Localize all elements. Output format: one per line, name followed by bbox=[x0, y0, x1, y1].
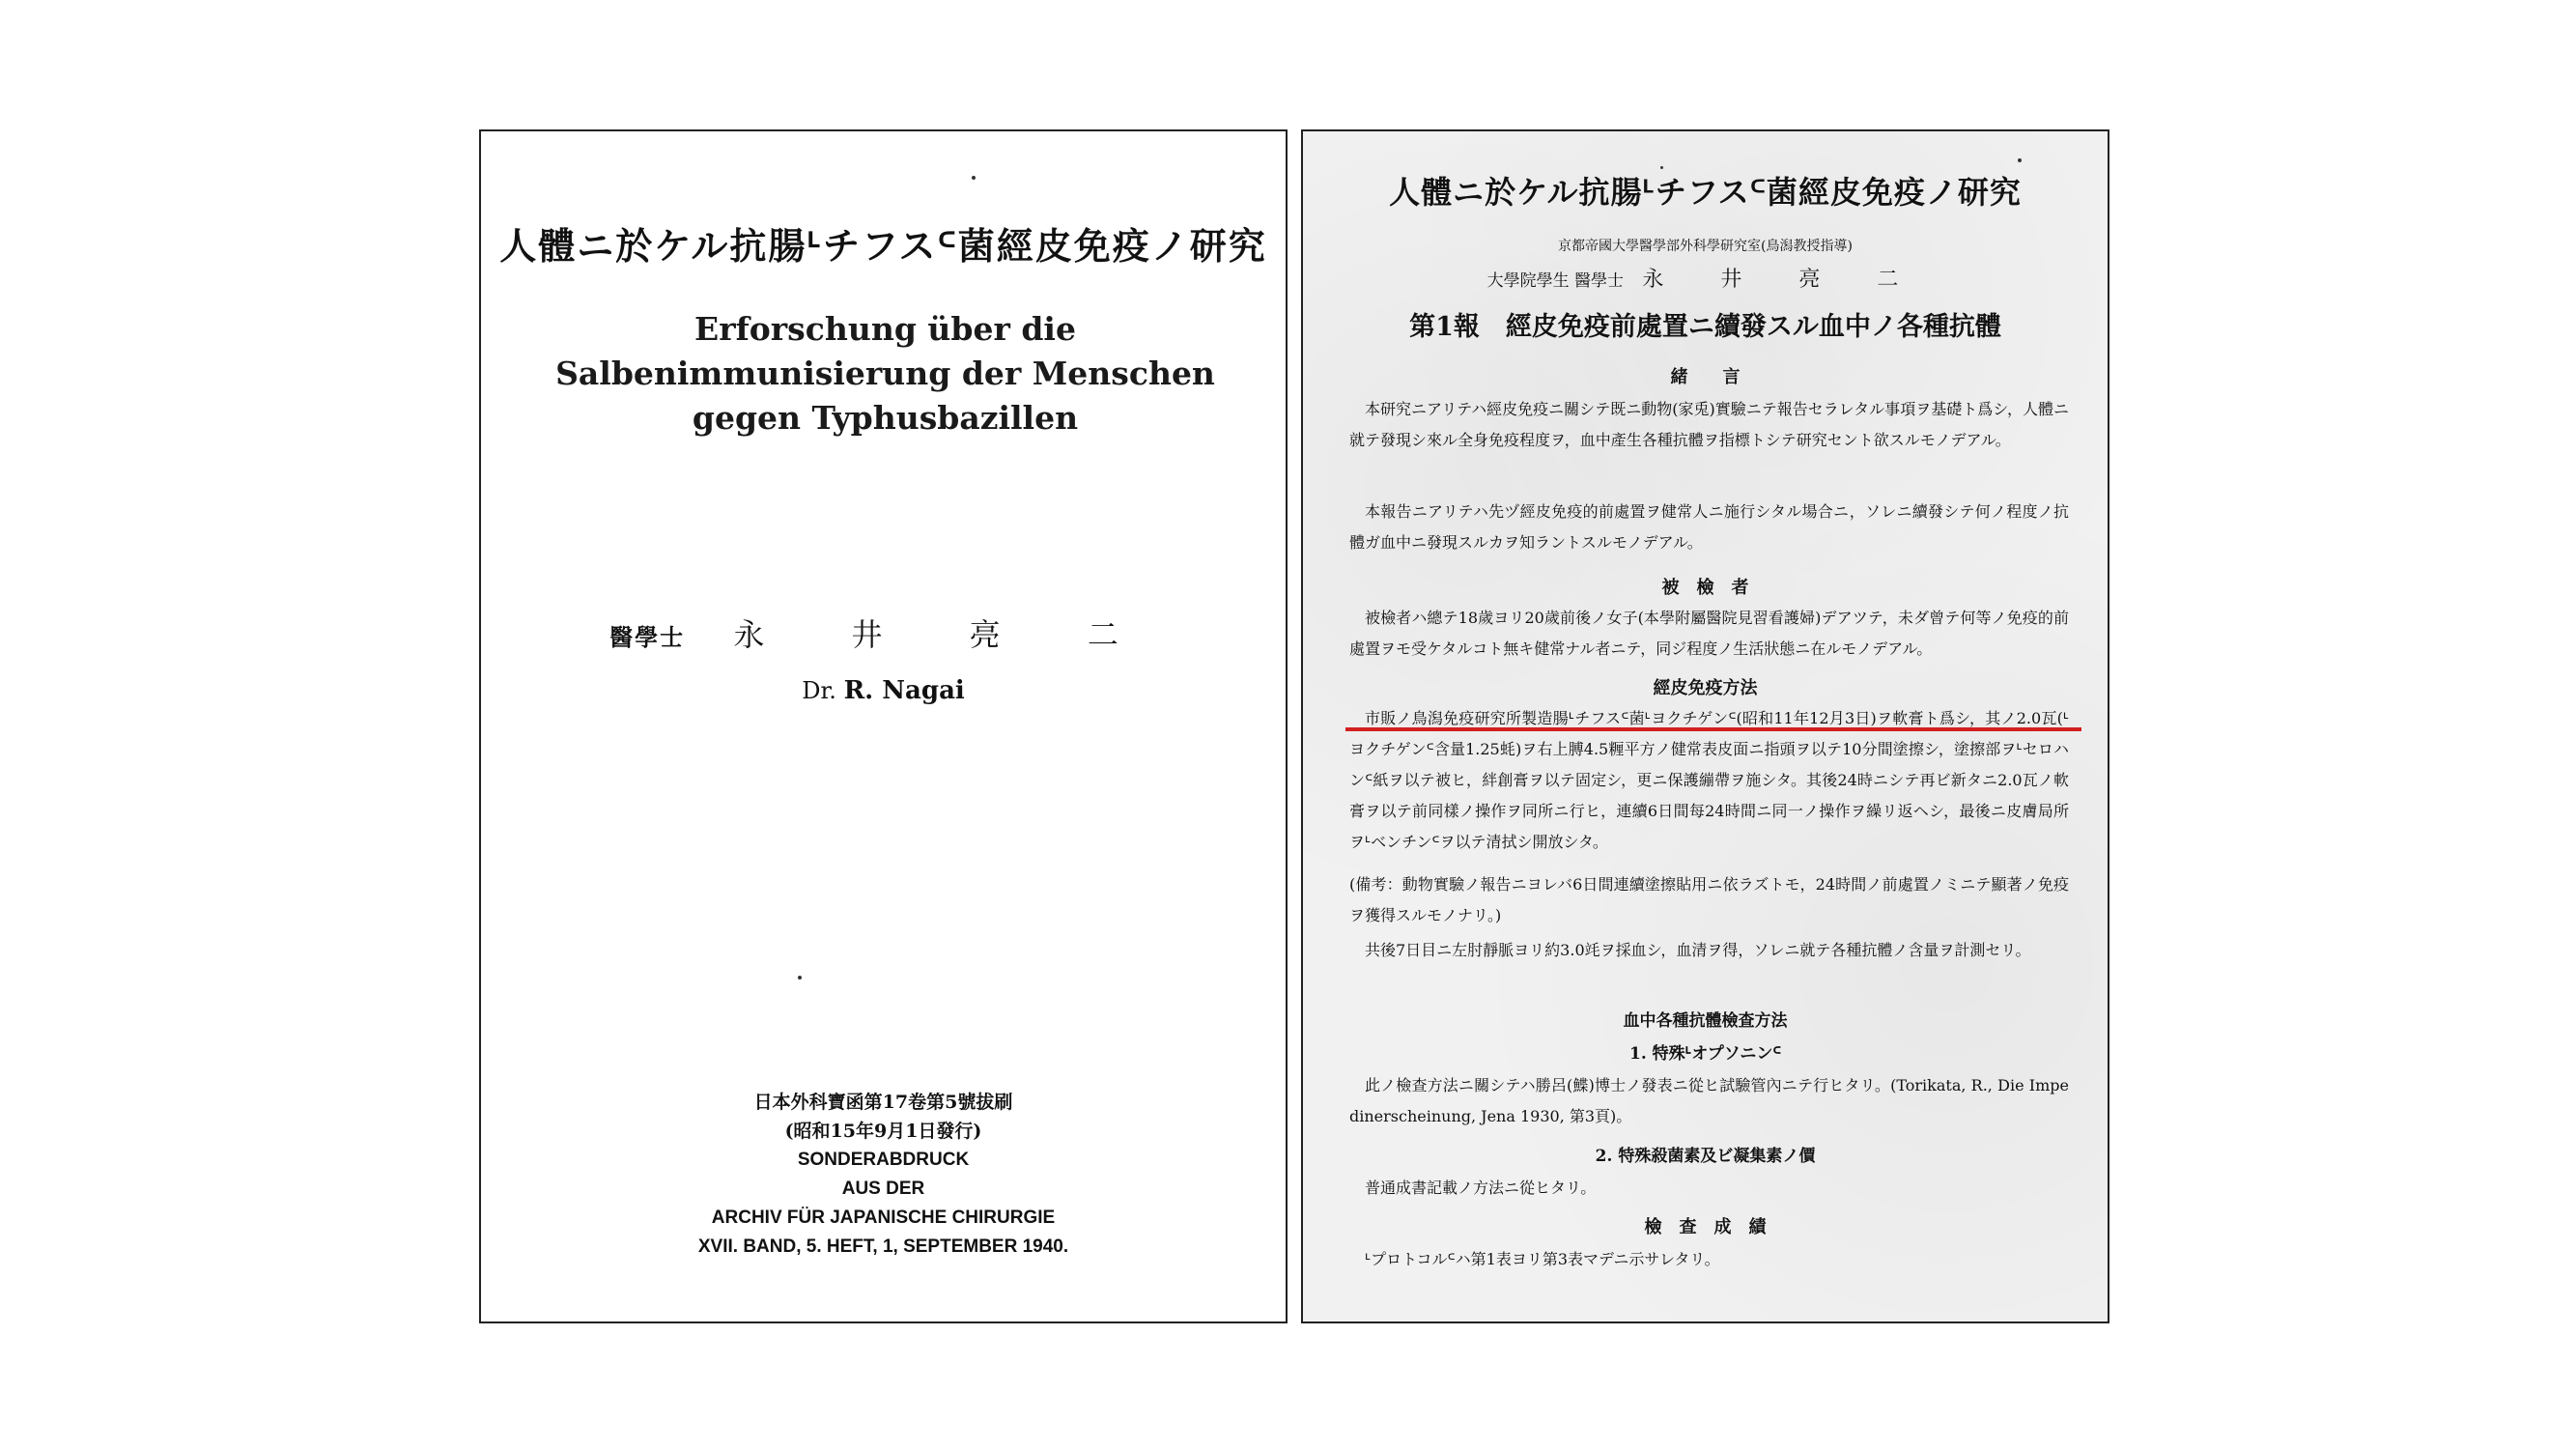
scan-speck bbox=[972, 176, 976, 180]
publication-line: (昭和15年9月1日發行) bbox=[784, 1121, 982, 1142]
section-heading: 血中各種抗體檢查方法 bbox=[1623, 1011, 1788, 1031]
section-heading: 檢 查 成 績 bbox=[1644, 1217, 1767, 1237]
paragraph: 被檢者ハ總テ18歲ヨリ20歲前後ノ女子(本學附屬醫院見習看護婦)デアツテ，未ダ曾テ何等ノ免疫的前處置ヲモ受ケタルコト無キ健常ナル者ニテ，同ジ程度ノ生活狀態ニ在ルモノデアル。 bbox=[1349, 609, 2069, 658]
publication-info bbox=[481, 1088, 1286, 1262]
publication-line: ARCHIV FÜR JAPANISCHE CHIRURGIE bbox=[711, 1208, 1056, 1228]
author-name: 永 井 亮 二 bbox=[1642, 268, 1924, 292]
author-latin bbox=[481, 676, 1286, 705]
note-paragraph: (備考：動物實驗ノ報告ニヨレバ6日間連續塗擦貼用ニ依ラズトモ，24時間ノ前處置ノミニテ顯著ノ免疫ヲ獲得スルモノナリ。) bbox=[1349, 875, 2069, 924]
publication-line: XVII. BAND, 5. HEFT, 1, SEPTEMBER 1940. bbox=[697, 1236, 1069, 1257]
scan-speck bbox=[1660, 166, 1663, 169]
article-page bbox=[1301, 129, 2109, 1323]
author-latin-prefix: Dr. bbox=[802, 677, 836, 704]
author-latin-name: R. Nagai bbox=[843, 676, 965, 705]
subsection-heading: 2. 特殊殺菌素及ビ凝集素ノ價 bbox=[1595, 1147, 1816, 1166]
german-title: Erforschung über die Salbenimmunisierung der Menschen gegen Typhusbazillen bbox=[555, 310, 1215, 437]
paragraph: ᒻプロトコルᒼハ第1表ヨリ第3表マデニ示サレタリ。 bbox=[1365, 1250, 1720, 1268]
cover-page bbox=[479, 129, 1288, 1323]
author-position: 大學院學生 醫學士 bbox=[1486, 271, 1624, 291]
paragraph: 普通成書記載ノ方法ニ從ヒタリ。 bbox=[1365, 1179, 1597, 1197]
publication-line: AUS DER bbox=[841, 1179, 925, 1199]
paragraph: 本研究ニアリテハ經皮免疫ニ關シテ既ニ動物(家兎)實驗ニテ報告セラレタル事項ヲ基礎ト爲シ，人體ニ就テ發現シ來ル全身免疫程度ヲ，血中產生各種抗體ヲ指標トシテ研究セント欲スルモノデアル。 bbox=[1349, 400, 2069, 449]
author-line bbox=[1303, 263, 2108, 293]
paragraph: 共後7日目ニ左肘靜脈ヨリ約3.0竓ヲ採血シ，血清ヲ得，ソレニ就テ各種抗體ノ含量ヲ計測セリ。 bbox=[1365, 941, 2031, 959]
subsection-heading: 1. 特殊ᒻオプソニンᒼ bbox=[1628, 1044, 1781, 1064]
publication-line: SONDERABDRUCK bbox=[797, 1150, 970, 1170]
paragraph: 本報告ニアリテハ先ヅ經皮免疫的前處置ヲ健常人ニ施行シタル場合ニ，ソレニ續發シテ何ノ程度ノ抗體ガ血中ニ發現スルカヲ知ラントスルモノデアル。 bbox=[1349, 502, 2069, 552]
section-heading: 經皮免疫方法 bbox=[1653, 678, 1758, 698]
author-line bbox=[481, 611, 1286, 655]
section-heading: 被 檢 者 bbox=[1661, 578, 1749, 598]
section-heading: 緒 言 bbox=[1670, 367, 1741, 387]
article-title: 人體ニ於ケル抗腸ᒻチフスᒼ菌經皮免疫ノ研究 bbox=[1389, 174, 2022, 211]
japanese-title: 人體ニ於ケル抗腸ᒻチフスᒼ菌經皮免疫ノ研究 bbox=[499, 224, 1267, 268]
highlight-underline bbox=[1345, 727, 2081, 731]
paragraph: 此ノ檢查方法ニ關シテハ勝呂(鰈)博士ノ發表ニ從ヒ試驗管內ニテ行ヒタリ。(Torikata, R., Die Impedinerscheinung, Jena 1930, 第3頁)。 bbox=[1349, 1076, 2069, 1125]
report-heading: 第1報 經皮免疫前處置ニ續發スル血中ノ各種抗體 bbox=[1409, 312, 2001, 342]
paragraph: 市販ノ鳥潟免疫研究所製造腸ᒻチフスᒼ菌ᒻヨクチゲンᒼ(昭和11年12月3日)ヲ軟膏ト爲シ，其ノ2.0瓦(ᒻヨクチゲンᒼ含量1.25蚝)ヲ右上膊4.5糎平方ノ健常表皮面ニ指頭ヲ以テ10分間塗擦シ，塗擦部ヲᒻセロハンᒼ紙ヲ以テ被ヒ，絆創膏ヲ以テ固定シ，更ニ保護繃帶ヲ施シタ。其後24時ニシテ再ビ新タニ2.0瓦ノ軟膏ヲ以テ前同樣ノ操作ヲ同所ニ行ヒ，連續6日間每24時間ニ同一ノ操作ヲ繰リ返ヘシ，最後ニ皮膚局所ヲᒻベンチンᒼヲ以テ清拭シ開放シタ。 bbox=[1349, 709, 2069, 851]
author-degree: 醫學士 bbox=[609, 623, 686, 651]
scan-speck bbox=[798, 976, 802, 980]
affiliation: 京都帝國大學醫學部外科學研究室(鳥潟教授指導) bbox=[1558, 239, 1853, 254]
scan-speck bbox=[2018, 158, 2022, 162]
author-name: 永 井 亮 二 bbox=[733, 616, 1157, 653]
publication-line: 日本外科寶函第17卷第5號拔刷 bbox=[753, 1092, 1013, 1113]
